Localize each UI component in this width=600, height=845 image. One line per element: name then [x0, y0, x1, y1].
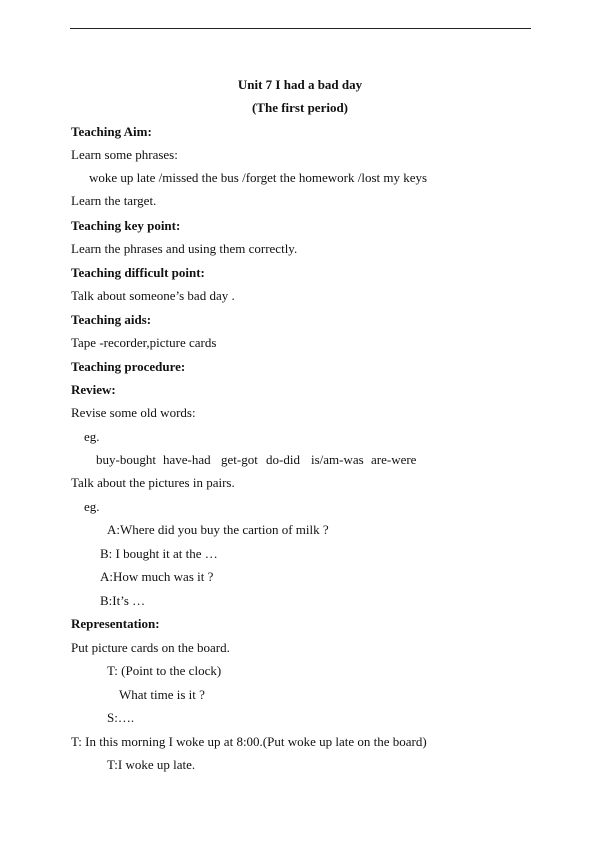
document-title: Unit 7 I had a bad day: [237, 77, 363, 92]
phrases-list: woke up late /missed the bus /forget the homework /lost my keys: [89, 170, 428, 185]
woke-late-text: T:I woke up late.: [107, 757, 196, 772]
document-subtitle: (The first period): [251, 100, 349, 115]
dialog-line: B: I bought it at the …: [100, 546, 218, 561]
key-point-heading: Teaching key point:: [71, 218, 181, 233]
word-pair: buy-bought: [96, 452, 156, 467]
talk-pictures-text: Talk about the pictures in pairs.: [71, 475, 235, 490]
review-heading: Review:: [71, 382, 116, 397]
eg-label: eg.: [84, 499, 100, 514]
word-pair: get-got: [221, 452, 258, 467]
point-clock-text: T: (Point to the clock): [107, 663, 222, 678]
dialog-line: A:How much was it ?: [100, 569, 214, 584]
word-pair: are-were: [371, 452, 417, 467]
difficult-point-heading: Teaching difficult point:: [71, 265, 205, 280]
representation-heading: Representation:: [71, 616, 160, 631]
eg-label: eg.: [84, 429, 100, 444]
what-time-text: What time is it ?: [119, 687, 205, 702]
word-pair: is/am-was: [311, 452, 364, 467]
word-pair: have-had: [163, 452, 211, 467]
teaching-procedure-heading: Teaching procedure:: [71, 359, 186, 374]
put-cards-text: Put picture cards on the board.: [71, 640, 230, 655]
teaching-aids-text: Tape -recorder,picture cards: [71, 335, 217, 350]
difficult-point-text: Talk about someone’s bad day .: [71, 288, 235, 303]
learn-phrases-text: Learn some phrases:: [71, 147, 178, 162]
dialog-line: B:It’s …: [100, 593, 146, 608]
teaching-aids-heading: Teaching aids:: [71, 312, 152, 327]
key-point-text: Learn the phrases and using them correctly.: [71, 241, 298, 256]
revise-words-text: Revise some old words:: [71, 405, 196, 420]
header-rule: [70, 28, 531, 29]
word-pair: do-did: [266, 452, 300, 467]
learn-target-text: Learn the target.: [71, 193, 157, 208]
teaching-aim-heading: Teaching Aim:: [71, 124, 152, 139]
student-response-text: S:….: [107, 710, 135, 725]
this-morning-text: T: In this morning I woke up at 8:00.(Put woke up late on the board): [71, 734, 427, 749]
dialog-line: A:Where did you buy the cartion of milk ?: [107, 522, 329, 537]
